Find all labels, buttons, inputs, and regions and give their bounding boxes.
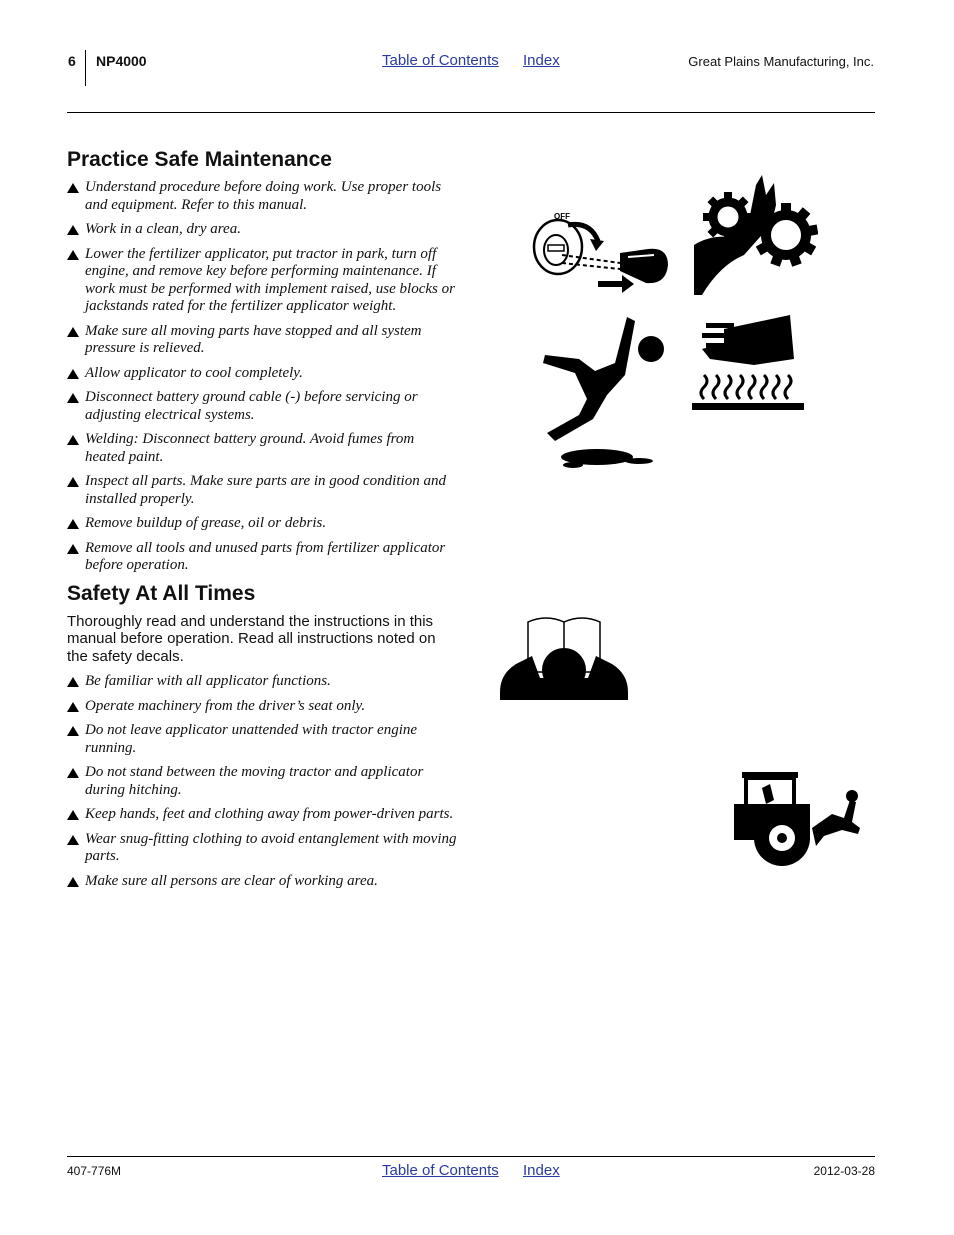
footer-toc-link[interactable]: Table of Contents bbox=[382, 1162, 499, 1179]
list-item-text: Understand procedure before doing work. Use proper tools and equipment. Refer to this manual. bbox=[85, 179, 442, 213]
triangle-bullet-icon bbox=[67, 544, 79, 554]
maintenance-list bbox=[67, 179, 457, 575]
list-item bbox=[67, 221, 457, 239]
page-number: 6 bbox=[68, 53, 76, 69]
list-item bbox=[67, 831, 457, 866]
triangle-bullet-icon bbox=[67, 519, 79, 529]
list-item bbox=[67, 873, 457, 891]
triangle-bullet-icon bbox=[67, 726, 79, 736]
list-item-text: Keep hands, feet and clothing away from power-driven parts. bbox=[85, 806, 454, 822]
list-item bbox=[67, 473, 457, 508]
list-item bbox=[67, 323, 457, 358]
footer-rule bbox=[67, 1156, 875, 1157]
triangle-bullet-icon bbox=[67, 393, 79, 403]
tractor-runover-icon bbox=[732, 770, 864, 870]
key-off-icon bbox=[528, 205, 673, 300]
model-name: NP4000 bbox=[96, 53, 147, 69]
triangle-bullet-icon bbox=[67, 183, 79, 193]
triangle-bullet-icon bbox=[67, 768, 79, 778]
list-item bbox=[67, 806, 457, 824]
triangle-bullet-icon bbox=[67, 225, 79, 235]
safety-title: Safety At All Times bbox=[67, 581, 256, 605]
triangle-bullet-icon bbox=[67, 435, 79, 445]
list-item-text: Make sure all moving parts have stopped and all system pressure is relieved. bbox=[85, 322, 422, 356]
triangle-bullet-icon bbox=[67, 327, 79, 337]
page-header bbox=[0, 0, 954, 115]
list-item-text: Disconnect battery ground cable (-) before servicing or adjusting electrical systems. bbox=[85, 389, 418, 423]
list-item-text: Be familiar with all applicator functions. bbox=[85, 673, 331, 689]
list-item-text: Welding: Disconnect battery ground. Avoid fumes from heated paint. bbox=[85, 431, 415, 465]
gear-entanglement-icon bbox=[690, 175, 818, 297]
list-item-text: Remove buildup of grease, oil or debris. bbox=[85, 515, 327, 531]
list-item-text: Allow applicator to cool completely. bbox=[85, 364, 303, 381]
list-item-text: Lower the fertilizer applicator, put tractor in park, turn off engine, and remove key before performing maintenance. If work must be performed with implement raised, use blocks or jackstands rated for the fertilizer applicator weight. bbox=[85, 245, 455, 314]
list-item-text: Remove all tools and unused parts from fertilizer applicator before operation. bbox=[85, 539, 446, 573]
list-item bbox=[67, 764, 457, 799]
triangle-bullet-icon bbox=[67, 250, 79, 260]
header-divider bbox=[85, 50, 86, 86]
triangle-bullet-icon bbox=[67, 369, 79, 379]
company-name: Great Plains Manufacturing, Inc. bbox=[688, 54, 874, 69]
list-item-text: Work in a clean, dry area. bbox=[85, 221, 241, 237]
document-date: 2012-03-28 bbox=[813, 1164, 875, 1178]
header-rule bbox=[67, 112, 875, 113]
list-item bbox=[67, 515, 457, 533]
footer-index-link[interactable]: Index bbox=[523, 1162, 560, 1179]
list-item-text: Wear snug-fitting clothing to avoid entanglement with moving parts. bbox=[85, 830, 457, 864]
triangle-bullet-icon bbox=[67, 477, 79, 487]
list-item bbox=[67, 365, 457, 383]
list-item bbox=[67, 246, 457, 316]
maintenance-section bbox=[67, 148, 457, 575]
triangle-bullet-icon bbox=[67, 677, 79, 687]
list-item bbox=[67, 673, 457, 691]
safety-intro: Thoroughly read and understand the instructions in this manual before operation. Read all instructions noted on the safety decals. bbox=[67, 612, 436, 665]
list-item-text: Do not stand between the moving tractor and applicator during hitching. bbox=[85, 764, 424, 798]
triangle-bullet-icon bbox=[67, 835, 79, 845]
maintenance-title: Practice Safe Maintenance bbox=[67, 148, 332, 171]
list-item bbox=[67, 698, 457, 716]
list-item bbox=[67, 389, 457, 424]
document-number: 407-776M bbox=[67, 1164, 122, 1178]
main-content bbox=[67, 148, 457, 897]
off-label: OFF bbox=[554, 212, 570, 221]
slip-fall-icon bbox=[535, 315, 670, 473]
list-item-text: Inspect all parts. Make sure parts are in good condition and installed properly. bbox=[85, 473, 446, 507]
list-item-text: Do not leave applicator unattended with tractor engine running. bbox=[85, 722, 418, 756]
header-index-link[interactable]: Index bbox=[523, 52, 560, 69]
list-item bbox=[67, 722, 457, 757]
list-item bbox=[67, 431, 457, 466]
safety-section bbox=[67, 582, 457, 891]
list-item-text: Operate machinery from the driver’s seat only. bbox=[85, 697, 366, 714]
header-toc-link[interactable]: Table of Contents bbox=[382, 52, 499, 69]
safety-list bbox=[67, 673, 457, 890]
triangle-bullet-icon bbox=[67, 877, 79, 887]
hot-surface-icon bbox=[690, 313, 806, 413]
list-item bbox=[67, 179, 457, 214]
list-item-text: Make sure all persons are clear of working area. bbox=[85, 872, 378, 889]
list-item bbox=[67, 540, 457, 575]
read-manual-icon bbox=[498, 612, 630, 707]
triangle-bullet-icon bbox=[67, 702, 79, 712]
triangle-bullet-icon bbox=[67, 810, 79, 820]
